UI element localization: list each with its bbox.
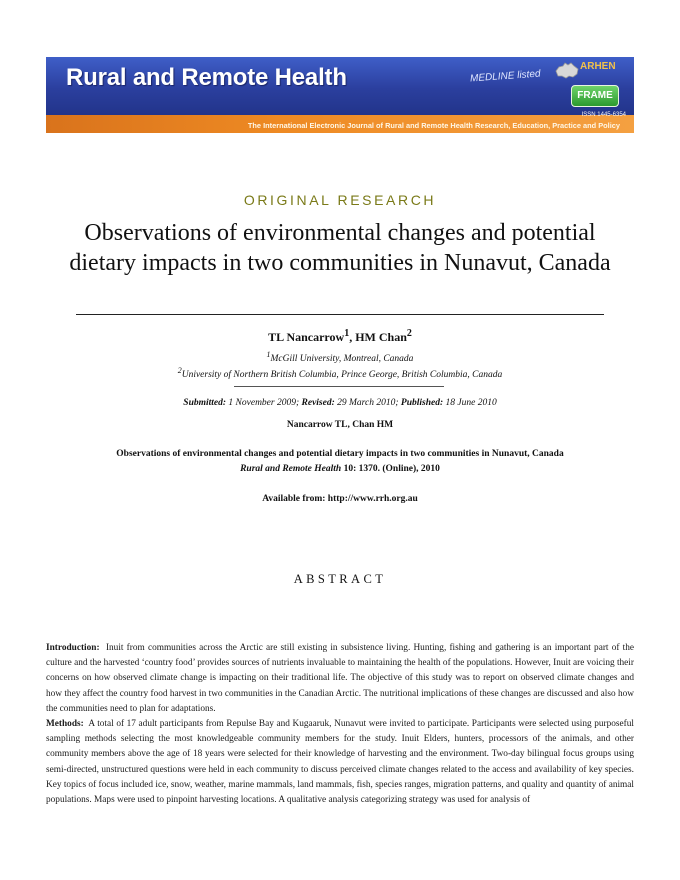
affiliation-marker: 2: [177, 366, 182, 375]
australia-map-icon: [554, 61, 580, 81]
author-name: TL Nancarrow: [268, 330, 345, 344]
abstract-heading: ABSTRACT: [293, 572, 387, 586]
introduction-text: Inuit from communities across the Arctic are still existing in subsistence living. Hunting, fishing and gathering is an important part of the culture and the harvested ‘country food’ provides sources of nutrients invaluable to maintaining the health of the populations. However, Inuit are voicing their concerns on how observed climate change is impacting on their traditional life. The objective of this study was to report on observed climate changes and how they affect the country food harvest in two communities in the Canadian Arctic. The nutritional implications of these changes are discussed and also how the communities need to plan for adaptations.: [46, 643, 634, 714]
frame-badge: FRAME: [571, 85, 619, 107]
affiliation: [0, 366, 680, 380]
submitted-date: 1 November 2009;: [228, 398, 300, 408]
issn-label: ISSN 1445-6354: [581, 112, 626, 118]
affiliation-divider: [234, 386, 444, 387]
citation-details: 10: 1370. (Online), 2010: [343, 464, 440, 474]
affiliation-marker: 2: [406, 328, 412, 339]
article-title: Observations of environmental changes and potential dietary impacts in two communities in Nunavut, Canada: [69, 220, 611, 276]
revised-date: 29 March 2010;: [337, 398, 399, 408]
journal-name: Rural and Remote Health: [66, 64, 347, 91]
title-divider: [76, 314, 604, 315]
citation-journal-name: Rural and Remote Health: [240, 464, 342, 474]
citation-title: Observations of environmental changes and potential dietary impacts in two communities in Nunavut, Canada: [116, 449, 564, 459]
citation-journal: [0, 464, 680, 474]
author-line: [0, 328, 680, 345]
section-label: ORIGINAL RESEARCH: [243, 192, 437, 208]
published-date: 18 June 2010: [445, 398, 497, 408]
affiliation-text: McGill University, Montreal, Canada: [270, 354, 414, 365]
author-separator: ,: [349, 330, 356, 344]
abstract-body: [46, 641, 634, 808]
medline-label: MEDLINE listed: [469, 68, 541, 85]
methods-text: A total of 17 adult participants from Repulse Bay and Kugaaruk, Nunavut were invited to participate. Participants were selected using purposeful sampling methods selecting the most knowledgeable community members for the study. Inuit Elders, hunters, processors of the animals, and other community members above the age of 18 years were selected for their knowledge of harvesting and the environment. Two-day bilingual focus groups using semi-directed, unstructured questions were held in each community to discuss perceived climate changes related to the access and availability of key species. Key topics of focus included ice, snow, weather, marine mammals, land mammals, fish, species ranges, migration patterns, and quality and quantity of animal populations. Maps were used to pinpoint harvesting locations. A qualitative analysis categorizing strategy was used for analysis of: [46, 719, 634, 806]
citation-authors: Nancarrow TL, Chan HM: [286, 420, 394, 430]
arhen-label: ARHEN: [580, 61, 616, 72]
publication-dates: [0, 398, 680, 408]
affiliation-text: University of Northern British Columbia, Prince George, British Columbia, Canada: [181, 370, 503, 381]
revised-label: Revised:: [301, 398, 335, 408]
affiliation: [0, 350, 680, 364]
introduction-label: Introduction:: [46, 643, 100, 653]
methods-label: Methods:: [46, 719, 84, 730]
availability-link[interactable]: Available from: http://www.rrh.org.au: [262, 494, 418, 504]
abstract-methods: [46, 717, 634, 808]
submitted-label: Submitted:: [183, 398, 227, 408]
journal-tagline: The International Electronic Journal of Rural and Remote Health Research, Education, Practice and Policy: [247, 121, 620, 130]
affiliation-marker: 1: [344, 328, 350, 339]
author-name: HM Chan: [355, 330, 407, 344]
affiliation-marker: 1: [266, 350, 271, 359]
journal-banner: [46, 57, 634, 133]
abstract-introduction: [46, 641, 634, 717]
published-label: Published:: [400, 398, 444, 408]
